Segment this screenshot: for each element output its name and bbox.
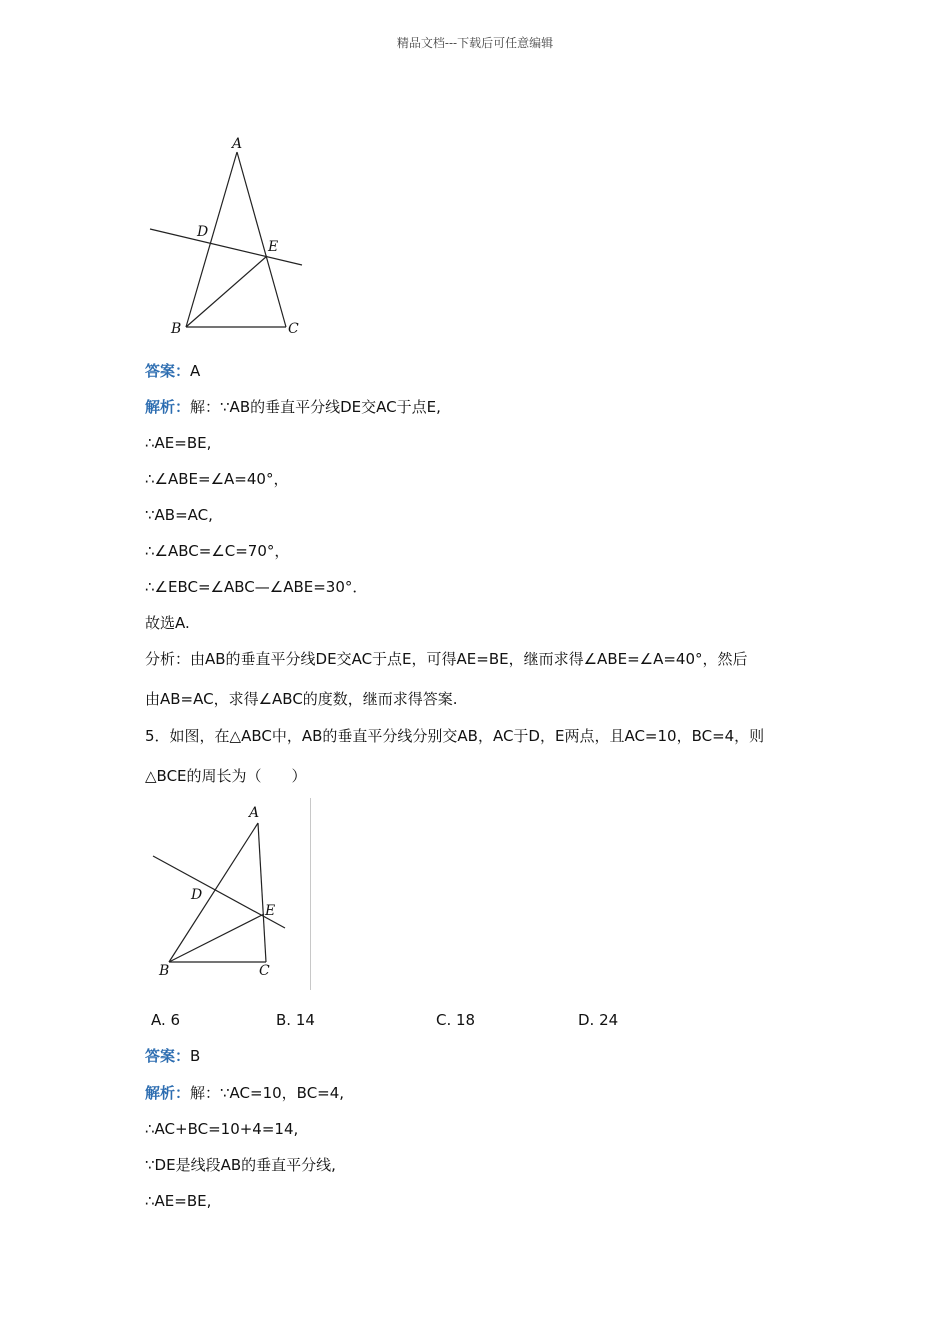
q4-analysis-line: ∴∠ABC=∠C=70°，: [145, 542, 290, 560]
q4-analysis-line: ∴AE=BE,: [145, 434, 212, 452]
q5-analysis-line: ∴AC+BC=10+4=14,: [145, 1120, 299, 1138]
q4-answer: [145, 361, 200, 381]
segment-be: [169, 914, 264, 962]
vertex-label-a: A: [249, 805, 260, 821]
q5-analysis-text: 解：∵AC=10，BC=4,: [190, 1084, 345, 1102]
q5-option-d: D. 24: [578, 1011, 619, 1029]
q5-answer-value: B: [190, 1047, 201, 1065]
q5-analysis-line: ∵DE是线段AB的垂直平分线,: [145, 1156, 336, 1174]
q4-summary-line: 分析：由AB的垂直平分线DE交AC于点E，可得AE=BE，继而求得∠ABE=∠A=40°，然后: [145, 650, 748, 668]
q4-analysis-label: 解析：: [145, 398, 191, 416]
vertex-label-d: D: [197, 224, 209, 240]
segment-be: [186, 256, 267, 327]
q5-analysis-label: 解析：: [145, 1084, 191, 1102]
page-header: 精品文档---下载后可任意编辑: [396, 36, 554, 50]
side-ac: [237, 152, 286, 327]
vertex-label-d: D: [191, 887, 203, 903]
q4-summary-line: 由AB=AC，求得∠ABC的度数，继而求得答案.: [145, 690, 458, 708]
figure-divider: [310, 798, 311, 990]
q4-analysis-text: 解：∵AB的垂直平分线DE交AC于点E,: [190, 398, 441, 416]
triangle-figure-2: [140, 800, 300, 985]
q5-analysis-line: ∴AE=BE,: [145, 1192, 212, 1210]
side-ab: [169, 823, 258, 962]
vertex-label-c: C: [288, 321, 299, 337]
q4-answer-label: 答案：: [145, 362, 191, 380]
vertex-label-c: C: [259, 963, 270, 979]
perpendicular-bisector-de: [150, 229, 302, 265]
q4-analysis-line: [145, 397, 441, 417]
vertex-label-b: B: [159, 963, 170, 979]
vertex-label-e: E: [265, 903, 276, 919]
q5-option-c: C. 18: [436, 1011, 476, 1029]
vertex-label-a: A: [232, 136, 243, 152]
q5-answer-label: 答案：: [145, 1047, 191, 1065]
side-ac: [258, 823, 266, 962]
vertex-label-b: B: [171, 321, 182, 337]
q4-answer-value: A: [190, 362, 201, 380]
vertex-label-e: E: [268, 239, 279, 255]
triangle-figure-1: [140, 130, 320, 345]
q5-analysis-line: [145, 1083, 344, 1103]
q5-question-line: 5．如图，在△ABC中，AB的垂直平分线分别交AB，AC于D，E两点，且AC=10，BC=4，则: [145, 727, 765, 745]
q5-question-line: △BCE的周长为（ ）: [145, 767, 307, 785]
q4-analysis-line: ∴∠ABE=∠A=40°，: [145, 470, 289, 488]
q4-analysis-line: ∴∠EBC=∠ABC—∠ABE=30°．: [145, 578, 368, 596]
q5-option-b: B. 14: [276, 1011, 315, 1029]
q4-conclusion: 故选A.: [145, 614, 190, 632]
q5-option-a: A. 6: [151, 1011, 181, 1029]
q4-analysis-line: ∵AB=AC,: [145, 506, 213, 524]
q5-answer: [145, 1046, 200, 1066]
